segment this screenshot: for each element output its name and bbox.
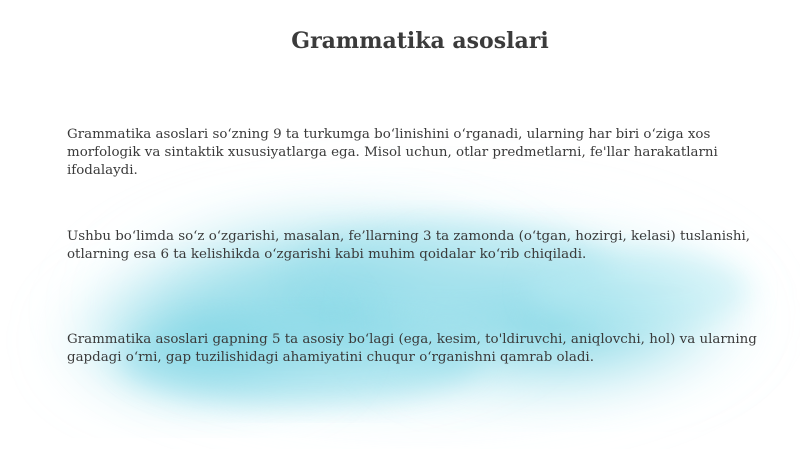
slide-title: Grammatika asoslari — [291, 28, 549, 54]
paragraph-1: Grammatika asoslari so‘zning 9 ta turkumga bo‘linishini o‘rganadi, ularning har biri o‘ziga xos morfologik va sintaktik xususiyatlarga ega. Misol uchun, otlar predmetlarni, fe'llar harakatlarni ifodalaydi. — [67, 127, 718, 178]
paragraph-3: Grammatika asoslari gapning 5 ta asosiy bo‘lagi (ega, kesim, to'ldiruvchi, aniqlovchi, hol) va ularning gapdagi o‘rni, gap tuzilishidagi ahamiyatini chuqur o‘rganishni qamrab oladi. — [67, 332, 757, 365]
paragraph-2: Ushbu bo‘limda so‘z o‘zgarishi, masalan, fe’llarning 3 ta zamonda (o‘tgan, hozirgi, kelasi) tuslanishi, otlarning esa 6 ta kelishikda o‘zgarishi kabi muhim qoidalar ko‘rib chiqiladi. — [67, 229, 751, 262]
